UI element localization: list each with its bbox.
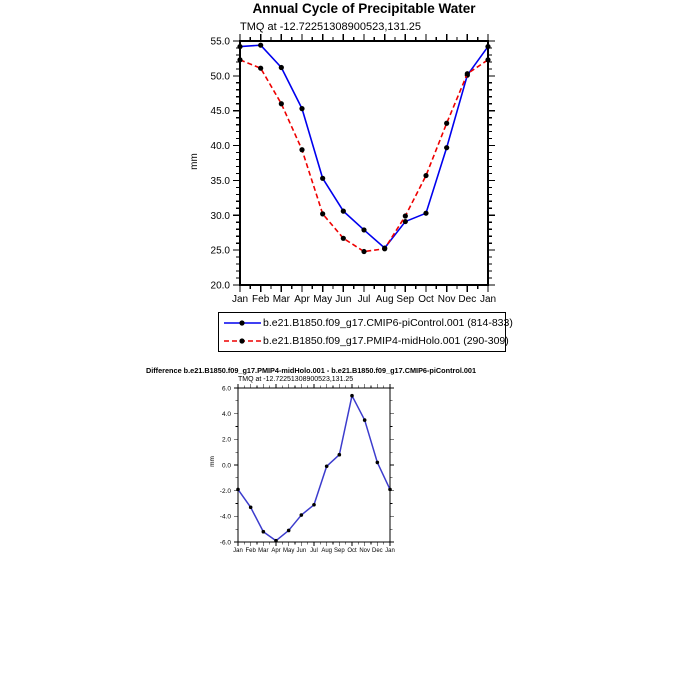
data-point-marker [320, 211, 325, 216]
data-point-marker [376, 461, 380, 465]
axis-frame [240, 41, 488, 285]
chart2-subtitle: TMQ at -12.72251308900523,131.25 [238, 376, 354, 383]
y-axis-tick-label: 25.0 [210, 245, 230, 257]
x-axis-tick-label: Nov [359, 548, 371, 554]
x-axis-tick-label: Feb [245, 548, 256, 554]
legend-item-midholo [219, 332, 509, 350]
chart1-title: Annual Cycle of Precipitable Water [252, 1, 476, 16]
chart1-plot-area [211, 34, 497, 305]
data-point-marker [403, 213, 408, 218]
x-axis-tick-label: Oct [347, 548, 357, 554]
x-axis-tick-label: Apr [294, 294, 310, 305]
x-axis-tick-label: Dec [371, 548, 383, 554]
x-axis-tick-label: Dec [458, 294, 477, 305]
data-point-marker [300, 513, 304, 517]
data-point-marker [423, 211, 428, 216]
x-axis-tick-label: Feb [252, 294, 270, 305]
x-axis-tick-label: Jan [479, 294, 497, 305]
data-point-marker [388, 488, 392, 492]
legend [218, 312, 513, 352]
x-axis-tick-label: Jan [233, 548, 243, 554]
data-point-marker [287, 529, 291, 533]
y-axis-tick-label: -2.0 [219, 487, 231, 495]
data-point-marker [382, 246, 387, 251]
y-axis-tick-label: 4.0 [221, 410, 231, 418]
y-axis-tick-label: 2.0 [221, 436, 231, 444]
legend-label-picontrol: b.e21.B1850.f09_g17.CMIP6-piControl.001 (814-833) [263, 317, 513, 329]
data-point-marker [279, 101, 284, 106]
chart2-y-axis-label: mm [208, 456, 216, 467]
series-line [240, 45, 488, 248]
chart2-title: Difference b.e21.B1850.f09_g17.PMIP4-midHolo.001 - b.e21.B1850.f09_g17.CMIP6-piControl.001 [145, 366, 477, 375]
data-point-marker [465, 71, 470, 76]
x-axis-tick-label: Apr [271, 548, 281, 554]
series-line [238, 396, 390, 541]
data-point-marker [341, 236, 346, 241]
x-axis-tick-label: Jan [385, 548, 395, 554]
data-point-marker [363, 418, 367, 422]
data-point-marker [350, 394, 354, 398]
chart1-subtitle: TMQ at -12.72251308900523,131.25 [240, 21, 422, 33]
data-point-marker [423, 173, 428, 178]
x-axis-tick-label: Mar [272, 294, 290, 305]
data-point-marker [299, 147, 304, 152]
x-axis-tick-label: May [282, 548, 295, 554]
data-point-marker [403, 219, 408, 224]
data-point-marker [361, 249, 366, 254]
x-axis-tick-label: Jun [296, 548, 307, 554]
data-point-marker [312, 503, 316, 507]
legend-line-sample-dashed-icon [219, 332, 263, 350]
data-point-marker [279, 65, 284, 70]
y-axis-tick-label: 35.0 [210, 175, 230, 187]
y-axis-tick-label: 6.0 [221, 385, 231, 393]
chart1-y-axis-label: mm [188, 153, 200, 170]
x-axis-tick-label: Jan [231, 294, 249, 305]
x-axis-tick-label: Jul [310, 548, 318, 554]
y-axis-tick-label: 50.0 [210, 71, 230, 83]
y-axis-tick-label: 40.0 [210, 141, 230, 153]
data-point-marker [338, 453, 342, 457]
x-axis-tick-label: Aug [375, 294, 394, 305]
data-point-marker [341, 209, 346, 214]
data-point-marker [237, 44, 242, 49]
data-point-marker [485, 57, 490, 62]
y-axis-tick-label: 45.0 [210, 106, 230, 118]
y-axis-tick-label: 20.0 [210, 280, 230, 292]
data-point-marker [236, 488, 240, 492]
series-line [240, 60, 488, 252]
data-point-marker [258, 66, 263, 71]
data-point-marker [444, 121, 449, 126]
data-point-marker [237, 57, 242, 62]
data-point-marker [258, 43, 263, 48]
axis-frame [238, 388, 390, 542]
legend-label-midholo: b.e21.B1850.f09_g17.PMIP4-midHolo.001 (290-309) [263, 335, 509, 347]
x-axis-tick-label: Aug [321, 548, 333, 554]
x-axis-tick-label: Mar [258, 548, 269, 554]
x-axis-tick-label: Sep [333, 548, 345, 554]
y-axis-tick-label: 55.0 [210, 36, 230, 48]
data-point-marker [274, 539, 278, 543]
x-axis-tick-label: Jun [335, 294, 352, 305]
data-point-marker [299, 106, 304, 111]
legend-item-picontrol [219, 314, 513, 332]
data-point-marker [444, 145, 449, 150]
data-point-marker [485, 44, 490, 49]
data-point-marker [320, 176, 325, 181]
data-point-marker [249, 506, 253, 510]
chart2-plot-area [220, 384, 395, 554]
y-axis-tick-label: -6.0 [219, 539, 231, 547]
data-point-marker [325, 464, 329, 468]
y-axis-tick-label: -4.0 [219, 513, 231, 521]
x-axis-tick-label: Sep [396, 294, 415, 305]
x-axis-tick-label: May [313, 294, 333, 305]
x-axis-tick-label: Nov [437, 294, 456, 305]
y-axis-tick-label: 0.0 [221, 462, 231, 470]
x-axis-tick-label: Oct [418, 294, 434, 305]
y-axis-tick-label: 30.0 [210, 210, 230, 222]
x-axis-tick-label: Jul [357, 294, 371, 305]
legend-line-sample-solid-icon [219, 314, 263, 332]
data-point-marker [262, 530, 266, 534]
data-point-marker [361, 227, 366, 232]
